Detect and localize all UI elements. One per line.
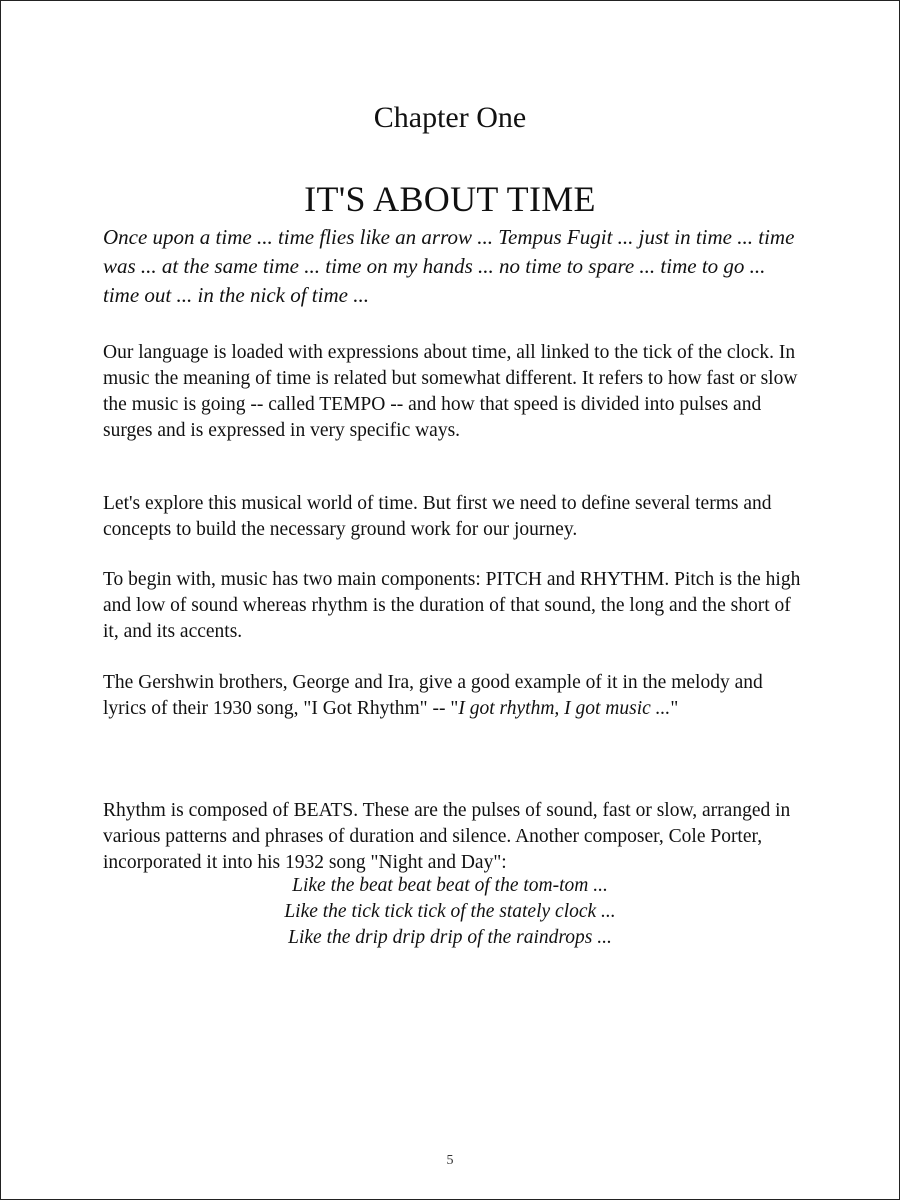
gershwin-close-quote: ": [670, 698, 679, 719]
chapter-title: IT'S ABOUT TIME: [304, 179, 596, 219]
paragraph-explore: Let's explore this musical world of time. But first we need to define several terms and concepts to build the necessary ground work for our journey.: [103, 493, 772, 540]
lyric-verse: [1, 873, 899, 951]
paragraph-time-expressions: Our language is loaded with expressions about time, all linked to the tick of the clock. In music the meaning of time is related but somewhat different. It refers to how fast or slow the music is going -- called TEMPO -- and how that speed is divided into pulses and surges and is expressed in very specific ways.: [103, 342, 798, 441]
verse-line: Like the beat beat beat of the tom-tom ...: [292, 875, 608, 896]
paragraph-gershwin: [103, 670, 803, 722]
verse-line: Like the drip drip drip of the raindrops ...: [288, 927, 612, 948]
paragraph-beats: Rhythm is composed of BEATS. These are the pulses of sound, fast or slow, arranged in various patterns and phrases of duration and silence. Another composer, Cole Porter, incorporated it into his 1932 song "Night and Day":: [103, 800, 791, 873]
gershwin-lyric: I got rhythm, I got music ...: [458, 698, 671, 719]
verse-line: Like the tick tick tick of the stately clock ...: [284, 901, 616, 922]
chapter-label: Chapter One: [373, 101, 527, 134]
paragraph-pitch-rhythm: To begin with, music has two main components: PITCH and RHYTHM. Pitch is the high and low of sound whereas rhythm is the duration of that sound, the long and the short of it, and its accents.: [103, 569, 801, 642]
gershwin-text: The Gershwin brothers, George and Ira, give a good example of it in the melody and lyrics of their 1930 song, "I Got Rhythm" -- ": [103, 672, 763, 719]
epigraph: Once upon a time ... time flies like an arrow ... Tempus Fugit ... just in time ... time was ... at the same time ... time on my hands ... no time to spare ... time to go ... time out ... in the nick of time ...: [103, 225, 795, 307]
page-number: 5: [446, 1153, 454, 1168]
